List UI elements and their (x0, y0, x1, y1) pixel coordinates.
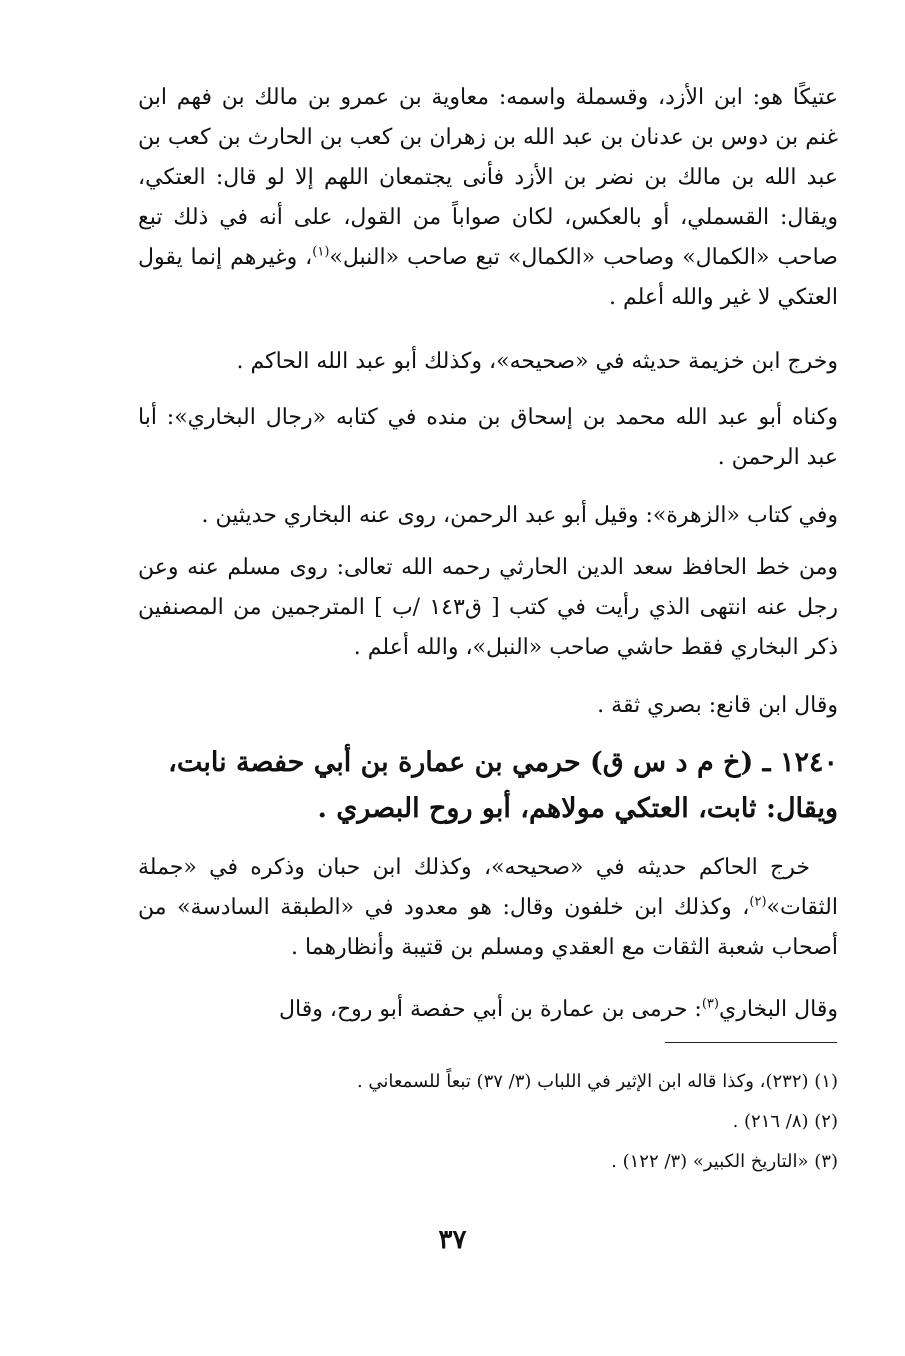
paragraph-text: وكناه أبو عبد الله محمد بن إسحاق بن منده في كتابه «رجال البخاري»: أبا عبد الرحمن . (138, 405, 838, 470)
paragraph-zahra (138, 496, 838, 536)
opening-paragraph (138, 78, 838, 318)
paragraph-text: ، وغيرهم إنما يقول العتكي لا غير والله أعلم . (138, 245, 838, 310)
footnote-2: (٢) (٨/ ٢١٦) . (732, 1111, 838, 1132)
paragraph-text: عتيكًا هو: ابن الأزد، وقسملة واسمه: معاوية بن عمرو بن مالك بن فهم ابن غنم بن دوس بن عدنان بن عبد الله بن زهران بن كعب بن الحارث بن كعب بن عبد الله بن مالك بن نضر بن الأزد فأنى يجتمعان اللهم إلا لو قال: العتكي، ويقال: القسملي، أو بالعكس، لكان صواباً من القول، على أنه في ذلك تبع صاحب «الكمال» وصاحب «الكمال» تبع صاحب «النبل» (138, 85, 838, 270)
entry-paragraph-hakim (138, 848, 838, 968)
footnote-marker: (٣) (701, 996, 719, 1012)
footnote-1: (١) (٢٣٢)، وكذا قاله ابن الإثير في اللباب (٣/ ٣٧) تبعاً للسمعاني . (356, 1071, 838, 1092)
page-number: ٣٧ (438, 1225, 467, 1255)
paragraph-text: خرج الحاكم حديثه في «صحيحه»، وكذلك ابن حبان وذكره في «جملة الثقات» (138, 855, 838, 920)
footnote-marker: (١) (312, 244, 330, 260)
paragraph-text: وفي كتاب «الزهرة»: وقيل أبو عبد الرحمن، روى عنه البخاري حديثين . (201, 503, 838, 528)
footnote-3: (٣) «التاريخ الكبير» (٣/ ١٢٢) . (611, 1151, 838, 1172)
paragraph-harithi (138, 548, 838, 668)
paragraph-text: ومن خط الحافظ سعد الدين الحارثي رحمه الله تعالى: روى مسلم عنه وعن رجل عنه انتهى الذي رأيت في كتب [ ق١٤٣ /ب ] المترجمين من المصنفين ذكر البخاري فقط حاشي صاحب «النبل»، والله أعلم . (138, 555, 839, 660)
footnote-marker: (٢) (749, 894, 767, 910)
paragraph-text: وقال ابن قانع: بصري ثقة . (597, 693, 838, 718)
paragraph-text: وخرج ابن خزيمة حديثه في «صحيحه»، وكذلك أبو عبد الله الحاكم . (236, 349, 838, 374)
paragraph-kunya (138, 398, 838, 478)
footnote-separator (665, 1042, 837, 1043)
entry-heading: ١٢٤٠ ـ (خ م د س ق) حرمي بن عمارة بن أبي حفصة نابت، ويقال: ثابت، العتكي مولاهم، أبو روح البصري . (168, 747, 838, 824)
paragraph-ibn-qani (138, 686, 838, 726)
paragraph-text: : حرمى بن عمارة بن أبي حفصة أبو روح، وقال (279, 997, 702, 1022)
paragraph-text: ، وكذلك ابن خلفون وقال: هو معدود في «الطبقة السادسة» من أصحاب شعبة الثقات مع العقدي ومسلم بن قتيبة وأنظارهما . (138, 895, 838, 960)
paragraph-text: وقال البخاري (718, 997, 838, 1022)
paragraph-ibn-khuzayma (138, 342, 838, 382)
entry-paragraph-bukhari (138, 990, 838, 1030)
